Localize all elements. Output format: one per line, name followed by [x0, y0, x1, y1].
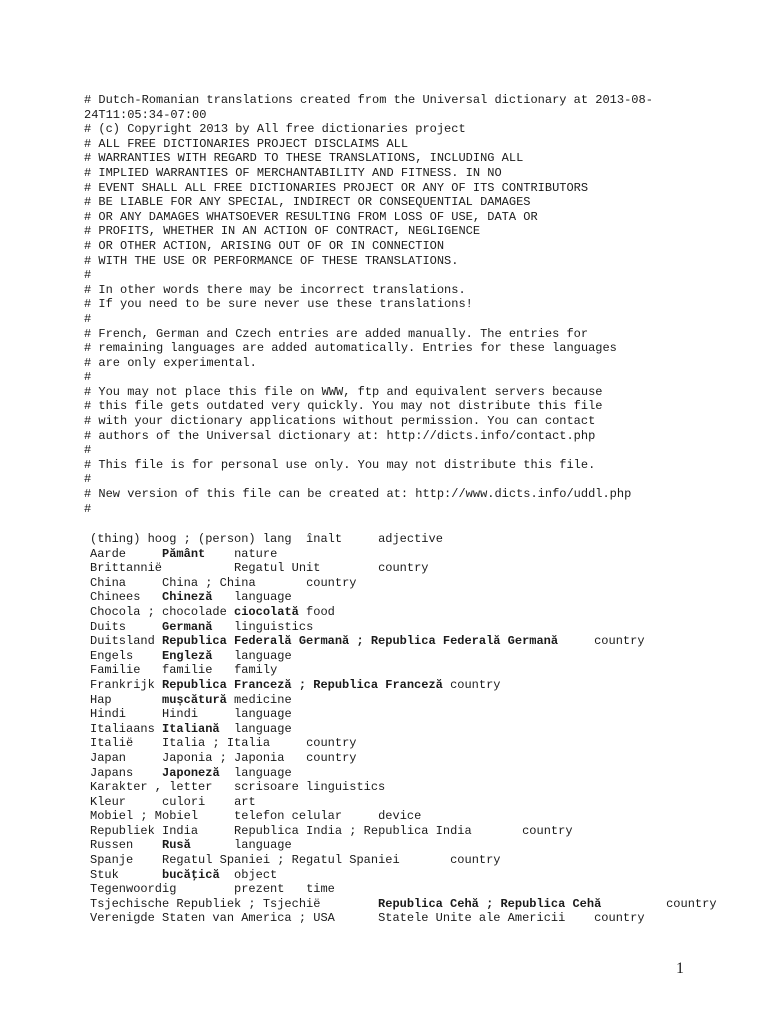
category-label: country [594, 911, 645, 926]
column-gap [126, 576, 162, 590]
category-label: family [234, 663, 278, 678]
entry-row [90, 780, 690, 795]
header-line: # remaining languages are added automatically. Entries for these languages [84, 341, 617, 356]
romanian-term: Italia ; Italia [162, 736, 271, 751]
romanian-term: familie [162, 663, 213, 678]
header-line: # this file gets outdated very quickly. You may not distribute this file [84, 399, 603, 414]
romanian-term: Statele Unite ale Americii [378, 911, 566, 926]
romanian-term: Engleză [162, 648, 213, 663]
entry-row [90, 838, 690, 853]
column-gap [155, 678, 162, 692]
header-line: # [84, 268, 92, 283]
column-gap [133, 766, 162, 780]
header-line: # authors of the Universal dictionary at: http://dicts.info/contact.php [84, 428, 596, 443]
header-line: # (c) Copyright 2013 by All free dictionaries project [84, 122, 466, 137]
romanian-term: Pământ [162, 546, 206, 561]
category-label: time [306, 882, 335, 897]
header-line: # This file is for personal use only. You may not distribute this file. [84, 457, 596, 472]
category-label: country [306, 736, 357, 751]
header-line: # PROFITS, WHETHER IN AN ACTION OF CONTRACT, NEGLIGENCE [84, 224, 481, 239]
column-gap [126, 707, 162, 721]
column-gap [140, 590, 162, 604]
entry-row [90, 722, 690, 737]
column-gap [400, 853, 450, 867]
dutch-term: Hap [90, 692, 112, 707]
column-gap [133, 838, 162, 852]
column-gap [443, 678, 450, 692]
dutch-term: Karakter , letter [90, 780, 213, 795]
header-line: # [84, 472, 92, 487]
column-gap [191, 838, 234, 852]
column-gap [212, 780, 234, 794]
translation-entries [90, 532, 717, 926]
header-line: # WITH THE USE OR PERFORMANCE OF THESE TRANSLATIONS. [84, 253, 459, 268]
column-gap [320, 897, 378, 911]
dutch-term: Hindi [90, 707, 127, 722]
column-gap [176, 882, 234, 896]
column-gap [198, 707, 234, 721]
dutch-term: Spanje [90, 853, 134, 868]
dutch-term: Russen [90, 838, 134, 853]
column-gap [112, 693, 162, 707]
column-gap [162, 561, 234, 575]
header-line: # [84, 370, 92, 385]
category-label: country [594, 634, 645, 649]
entry-row [90, 620, 690, 635]
column-gap [270, 736, 306, 750]
category-label: country [450, 853, 501, 868]
dutch-term: (thing) hoog ; (person) lang [90, 532, 292, 546]
entry-row [90, 576, 690, 591]
category-label: country [450, 677, 501, 692]
romanian-term: Japoneză [162, 765, 220, 780]
entry-row [90, 547, 690, 562]
entry-row [90, 707, 690, 722]
dutch-term: Duits [90, 619, 127, 634]
column-gap [133, 853, 162, 867]
category-label: country [666, 896, 717, 911]
category-label: linguistics [306, 780, 386, 795]
column-gap [155, 634, 162, 648]
category-label: food [306, 604, 335, 619]
column-gap [220, 722, 234, 736]
header-line: # with your dictionary applications without permission. You can contact [84, 414, 596, 429]
column-gap [212, 649, 234, 663]
romanian-term: prezent [234, 882, 285, 897]
dutch-term: China [90, 575, 127, 590]
dutch-term: Engels [90, 648, 134, 663]
romanian-term: Regatul Unit [234, 561, 321, 576]
category-label: device [378, 809, 422, 824]
dutch-term: Kleur [90, 794, 127, 809]
column-gap [140, 663, 162, 677]
header-line: # BE LIABLE FOR ANY SPECIAL, INDIRECT OR CONSEQUENTIAL DAMAGES [84, 195, 531, 210]
column-gap [227, 605, 234, 619]
dutch-term: Verenigde Staten van America ; USA [90, 911, 335, 926]
column-gap [284, 751, 306, 765]
entry-row [90, 751, 690, 766]
header-line: # [84, 501, 92, 516]
column-gap [292, 532, 306, 546]
dutch-term: Brittannië [90, 561, 163, 576]
entry-row [90, 882, 690, 897]
dutch-term: Italiaans [90, 721, 155, 736]
column-gap [126, 547, 162, 561]
entry-row [90, 590, 690, 605]
header-line: # Dutch-Romanian translations created from the Universal dictionary at 2013-08- [84, 93, 653, 107]
dutch-term: Frankrijk [90, 677, 155, 692]
category-label: country [306, 575, 357, 590]
romanian-term: China ; China [162, 575, 256, 590]
entry-row [90, 868, 690, 883]
header-line: # New version of this file can be created at: http://www.dicts.info/uddl.php [84, 487, 632, 502]
column-gap [198, 809, 234, 823]
header-line: # OR OTHER ACTION, ARISING OUT OF OR IN CONNECTION [84, 238, 445, 253]
header-line: # You may not place this file on WWW, ftp and equivalent servers because [84, 384, 603, 399]
entry-row [90, 678, 690, 693]
romanian-term: mușcătură [162, 692, 227, 707]
romanian-term: Rusă [162, 838, 191, 853]
dutch-term: Tegenwoordig [90, 882, 177, 897]
romanian-term: Japonia ; Japonia [162, 750, 285, 765]
dutch-term: Aarde [90, 546, 127, 561]
column-gap [205, 795, 234, 809]
category-label: language [234, 838, 292, 853]
category-label: medicine [234, 692, 292, 707]
column-gap [558, 634, 594, 648]
dutch-term: Chocola ; chocolade [90, 604, 227, 619]
header-line: # ALL FREE DICTIONARIES PROJECT DISCLAIMS ALL [84, 136, 409, 151]
entry-row [90, 532, 690, 547]
category-label: linguistics [234, 619, 314, 634]
entry-row [90, 693, 690, 708]
column-gap [342, 809, 378, 823]
column-gap [205, 547, 234, 561]
romanian-term: Italiană [162, 721, 220, 736]
column-gap [212, 620, 234, 634]
license-header [84, 93, 684, 516]
column-gap [299, 780, 306, 794]
column-gap [133, 736, 162, 750]
entry-row [90, 605, 690, 620]
header-line: # are only experimental. [84, 355, 257, 370]
category-label: language [234, 707, 292, 722]
entry-row [90, 853, 690, 868]
column-gap [126, 751, 162, 765]
header-line: 24T11:05:34-07:00 [84, 107, 207, 122]
column-gap [472, 824, 522, 838]
entry-row [90, 663, 690, 678]
header-line: # OR ANY DAMAGES WHATSOEVER RESULTING FROM LOSS OF USE, DATA OR [84, 209, 538, 224]
column-gap [126, 795, 162, 809]
dutch-term: Tsjechische Republiek ; Tsjechië [90, 896, 321, 911]
header-line: # French, German and Czech entries are added manually. The entries for [84, 326, 589, 341]
entry-row [90, 911, 690, 926]
column-gap [212, 663, 234, 677]
romanian-term: culori [162, 794, 206, 809]
column-gap [299, 605, 306, 619]
entry-row [90, 795, 690, 810]
header-line: # If you need to be sure never use these translations! [84, 297, 473, 312]
category-label: art [234, 794, 256, 809]
category-label: language [234, 648, 292, 663]
entry-row [90, 634, 690, 649]
header-line: # EVENT SHALL ALL FREE DICTIONARIES PROJECT OR ANY OF ITS CONTRIBUTORS [84, 180, 589, 195]
header-line: # [84, 443, 92, 458]
romanian-term: ciocolată [234, 604, 299, 619]
column-gap [256, 576, 306, 590]
romanian-term: Germană [162, 619, 213, 634]
romanian-term: Regatul Spaniei ; Regatul Spaniei [162, 853, 400, 868]
romanian-term: Republica Franceză ; Republica Franceză [162, 677, 443, 692]
dutch-term: Japan [90, 750, 127, 765]
header-line: # [84, 311, 92, 326]
romanian-term: bucăţică [162, 867, 220, 882]
dutch-term: Duitsland [90, 634, 155, 649]
romanian-term: telefon celular [234, 809, 343, 824]
entry-row [90, 736, 690, 751]
column-gap [155, 722, 162, 736]
column-gap [335, 911, 378, 925]
entry-row [90, 824, 690, 839]
dutch-term: Italië [90, 736, 134, 751]
column-gap [212, 590, 234, 604]
dutch-term: Chinees [90, 590, 141, 605]
romanian-term: scrisoare [234, 780, 299, 795]
column-gap [601, 897, 666, 911]
category-label: country [306, 750, 357, 765]
category-label: language [234, 590, 292, 605]
header-line: # In other words there may be incorrect translations. [84, 282, 466, 297]
column-gap [342, 532, 378, 546]
entry-row [90, 561, 690, 576]
entry-row [90, 896, 717, 912]
page-number: 1 [676, 960, 684, 977]
category-label: language [234, 765, 292, 780]
category-label: country [378, 561, 429, 576]
romanian-term: Hindi [162, 707, 199, 722]
header-line: # WARRANTIES WITH REGARD TO THESE TRANSLATIONS, INCLUDING ALL [84, 151, 524, 166]
column-gap [565, 911, 594, 925]
column-gap [119, 868, 162, 882]
column-gap [284, 882, 306, 896]
category-label: nature [234, 546, 278, 561]
entry-row [90, 809, 690, 824]
category-label: country [522, 823, 573, 838]
romanian-term: Republica India ; Republica India [234, 823, 472, 838]
column-gap [133, 649, 162, 663]
column-gap [198, 824, 234, 838]
dutch-term: Stuk [90, 867, 119, 882]
dutch-term: Familie [90, 663, 141, 678]
dutch-term: Republiek India [90, 823, 199, 838]
romanian-term: Chineză [162, 590, 213, 605]
column-gap [227, 693, 234, 707]
category-label: object [234, 867, 278, 882]
dutch-term: Mobiel ; Mobiel [90, 809, 199, 824]
entry-row [90, 766, 690, 781]
romanian-term: înalt [306, 532, 343, 546]
romanian-term: Republica Cehă ; Republica Cehă [378, 896, 602, 911]
dutch-term: Japans [90, 765, 134, 780]
romanian-term: Republica Federală Germană ; Republica Federală Germană [162, 634, 559, 649]
column-gap [126, 620, 162, 634]
entry-row [90, 649, 690, 664]
column-gap [320, 561, 378, 575]
category-label: language [234, 721, 292, 736]
category-label: adjective [378, 532, 443, 546]
column-gap [220, 868, 234, 882]
header-line: # IMPLIED WARRANTIES OF MERCHANTABILITY AND FITNESS. IN NO [84, 165, 502, 180]
column-gap [220, 766, 234, 780]
